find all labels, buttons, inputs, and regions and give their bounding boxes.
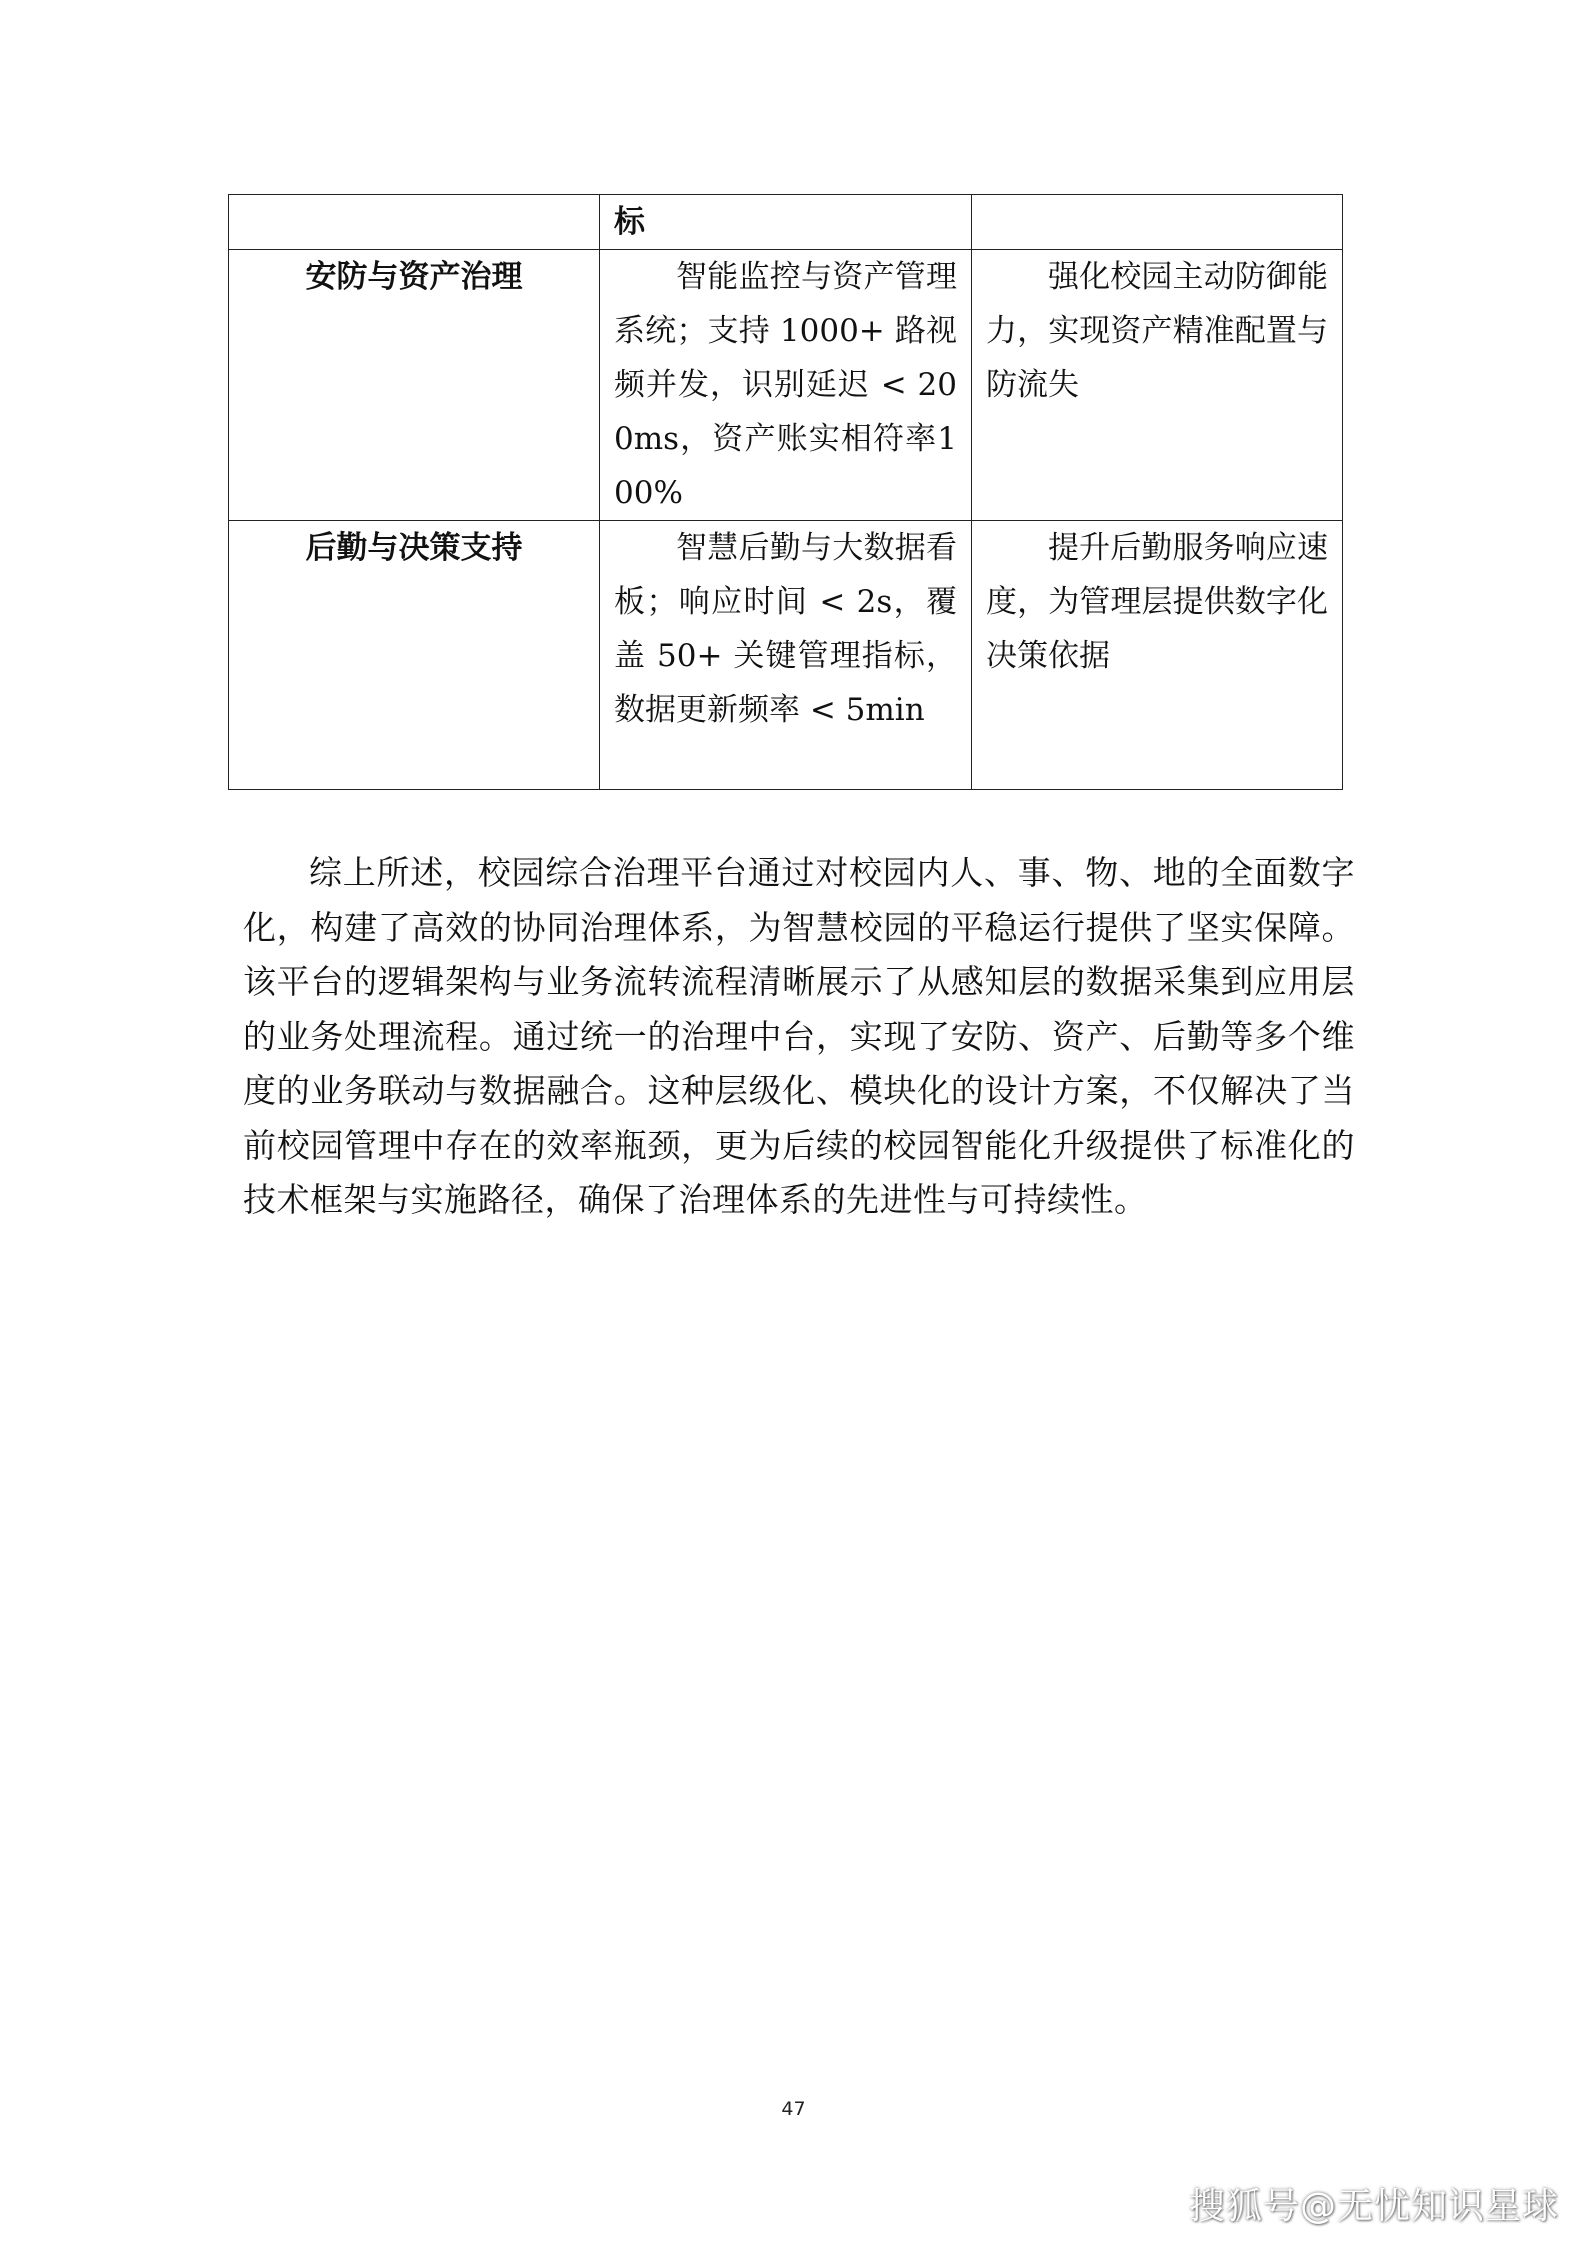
table-cell-system: 智慧后勤与大数据看板；响应时间 < 2s，覆盖 50+ 关键管理指标，数据更新频率 < 5min	[600, 521, 972, 790]
table-cell: 标	[600, 195, 972, 250]
table-cell-value: 提升后勤服务响应速度，为管理层提供数字化决策依据	[972, 521, 1343, 790]
table-cell	[972, 195, 1343, 250]
page-number: 47	[781, 2098, 806, 2120]
table-cell-system: 智能监控与资产管理系统；支持 1000+ 路视频并发，识别延迟 < 200ms，资产账实相符率100%	[600, 250, 972, 521]
table-continuation-row	[229, 195, 1343, 250]
table-row	[229, 250, 1343, 521]
summary-paragraph: 综上所述，校园综合治理平台通过对校园内人、事、物、地的全面数字化，构建了高效的协同治理体系，为智慧校园的平稳运行提供了坚实保障。该平台的逻辑架构与业务流转流程清晰展示了从感知层的数据采集到应用层的业务处理流程。通过统一的治理中台，实现了安防、资产、后勤等多个维度的业务联动与数据融合。这种层级化、模块化的设计方案，不仅解决了当前校园管理中存在的效率瓶颈，更为后续的校园智能化升级提供了标准化的技术框架与实施路径，确保了治理体系的先进性与可持续性。	[243, 853, 1355, 1219]
governance-table	[228, 194, 1343, 790]
table-cell-value: 强化校园主动防御能力，实现资产精准配置与防流失	[972, 250, 1343, 521]
table-cell-category: 后勤与决策支持	[229, 521, 600, 790]
table-row	[229, 521, 1343, 790]
watermark: 搜狐号@无忧知识星球	[1188, 2186, 1559, 2227]
table-cell	[229, 195, 600, 250]
table-cell-category: 安防与资产治理	[229, 250, 600, 521]
